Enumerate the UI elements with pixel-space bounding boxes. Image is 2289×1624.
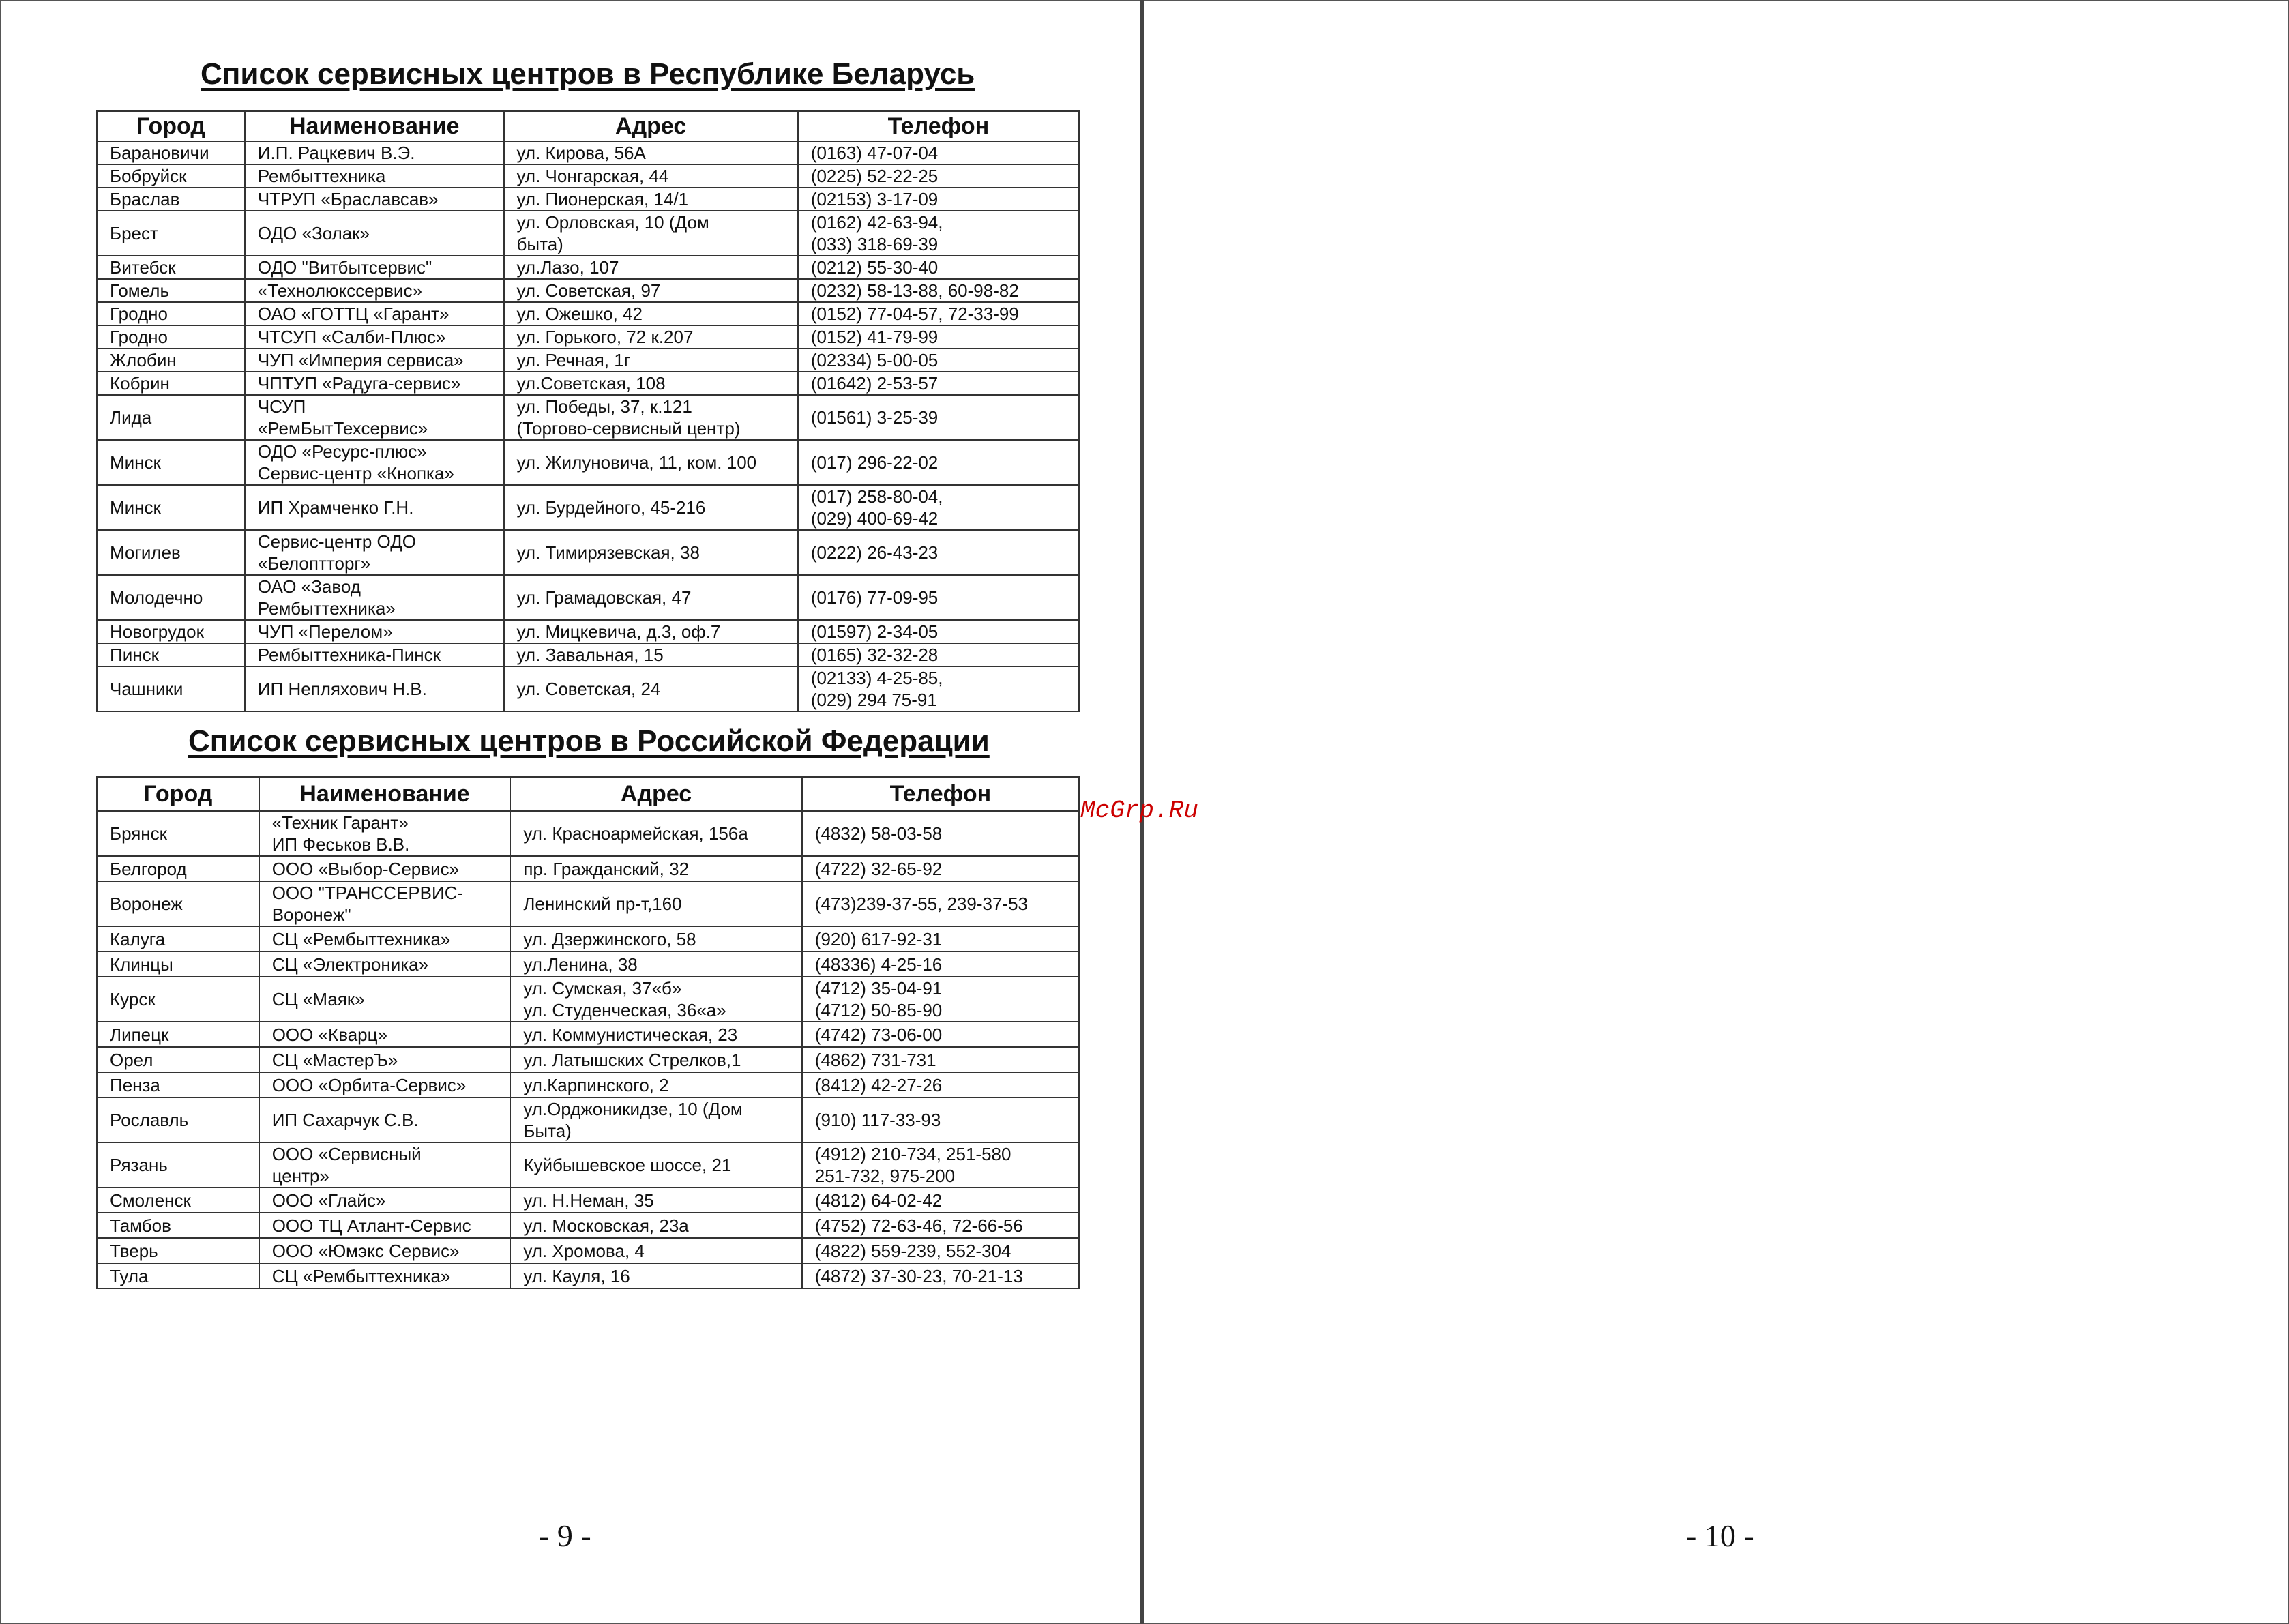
table-row xyxy=(97,620,1079,643)
cell-name: ЧУП «Перелом» xyxy=(245,620,504,643)
cell-phone: (920) 617-92-31 xyxy=(802,926,1079,951)
cell-name: ОДО "Витбытсервис" xyxy=(245,256,504,279)
table-row xyxy=(97,530,1079,575)
cell-address: ул. Бурдейного, 45-216 xyxy=(504,485,798,530)
cell-phone: (0165) 32-32-28 xyxy=(798,643,1079,666)
table-row xyxy=(97,1072,1079,1097)
cell-city: Пинск xyxy=(97,643,245,666)
cell-city: Молодечно xyxy=(97,575,245,620)
cell-address: ул. Пионерская, 14/1 xyxy=(504,188,798,211)
table-row xyxy=(97,1047,1079,1072)
page-number-right: - 10 - xyxy=(1686,1518,1754,1553)
cell-city: Курск xyxy=(97,977,259,1022)
cell-phone: (4722) 32-65-92 xyxy=(802,856,1079,881)
cell-address: ул. Мицкевича, д.3, оф.7 xyxy=(504,620,798,643)
cell-phone: (4822) 559-239, 552-304 xyxy=(802,1238,1079,1263)
table-row xyxy=(97,440,1079,485)
cell-address: ул.Ленина, 38 xyxy=(510,951,801,977)
cell-phone: (017) 296-22-02 xyxy=(798,440,1079,485)
cell-phone: (01642) 2-53-57 xyxy=(798,372,1079,395)
cell-address: ул.Карпинского, 2 xyxy=(510,1072,801,1097)
cell-city: Могилев xyxy=(97,530,245,575)
cell-address: Куйбышевское шоссе, 21 xyxy=(510,1142,801,1187)
belarus-service-table xyxy=(96,110,1080,712)
table-row xyxy=(97,977,1079,1022)
table-row xyxy=(97,1142,1079,1187)
cell-city: Брянск xyxy=(97,811,259,856)
cell-address: ул. Сумская, 37«б» ул. Студенческая, 36«а» xyxy=(510,977,801,1022)
cell-city: Рославль xyxy=(97,1097,259,1142)
table-row xyxy=(97,1263,1079,1288)
cell-city: Тула xyxy=(97,1263,259,1288)
cell-address: ул. Хромова, 4 xyxy=(510,1238,801,1263)
table-row xyxy=(97,1097,1079,1142)
cell-address: ул. Тимирязевская, 38 xyxy=(504,530,798,575)
table-row xyxy=(97,926,1079,951)
cell-phone: (473)239-37-55, 239-37-53 xyxy=(802,881,1079,926)
cell-address: ул. Советская, 97 xyxy=(504,279,798,302)
table-row xyxy=(97,1187,1079,1213)
header-phone: Телефон xyxy=(802,777,1079,811)
cell-city: Барановичи xyxy=(97,141,245,164)
right-page xyxy=(1143,0,2289,1624)
cell-phone: (910) 117-33-93 xyxy=(802,1097,1079,1142)
cell-city: Витебск xyxy=(97,256,245,279)
cell-name: ОАО «Завод Рембыттехника» xyxy=(245,575,504,620)
table-row xyxy=(97,1238,1079,1263)
cell-name: ЧСУП «РемБытТехсервис» xyxy=(245,395,504,440)
cell-address: ул.Орджоникидзе, 10 (Дом Быта) xyxy=(510,1097,801,1142)
table-header-row xyxy=(97,777,1079,811)
table-row xyxy=(97,188,1079,211)
cell-name: Рембыттехника-Пинск xyxy=(245,643,504,666)
header-address: Адрес xyxy=(510,777,801,811)
cell-address: ул. Кауля, 16 xyxy=(510,1263,801,1288)
cell-address: ул. Красноармейская, 156а xyxy=(510,811,801,856)
cell-address: ул. Ожешко, 42 xyxy=(504,302,798,325)
cell-address: ул. Горького, 72 к.207 xyxy=(504,325,798,349)
cell-address: Ленинский пр-т,160 xyxy=(510,881,801,926)
cell-address: ул. Московская, 23а xyxy=(510,1213,801,1238)
header-name: Наименование xyxy=(245,111,504,141)
table-row xyxy=(97,666,1079,711)
cell-city: Лида xyxy=(97,395,245,440)
cell-phone: (4742) 73-06-00 xyxy=(802,1022,1079,1047)
cell-phone: (4912) 210-734, 251-580 251-732, 975-200 xyxy=(802,1142,1079,1187)
cell-phone: (4812) 64-02-42 xyxy=(802,1187,1079,1213)
cell-city: Новогрудок xyxy=(97,620,245,643)
cell-name: ООО "ТРАНССЕРВИС- Воронеж" xyxy=(259,881,511,926)
cell-address: ул. Латышских Стрелков,1 xyxy=(510,1047,801,1072)
cell-address: ул. Советская, 24 xyxy=(504,666,798,711)
cell-name: ООО «Глайс» xyxy=(259,1187,511,1213)
cell-name: ЧТРУП «Браславсав» xyxy=(245,188,504,211)
cell-name: Рембыттехника xyxy=(245,164,504,188)
table-row xyxy=(97,141,1079,164)
cell-name: ООО «Кварц» xyxy=(259,1022,511,1047)
cell-phone: (48336) 4-25-16 xyxy=(802,951,1079,977)
table-row xyxy=(97,856,1079,881)
cell-city: Пенза xyxy=(97,1072,259,1097)
header-phone: Телефон xyxy=(798,111,1079,141)
cell-phone: (02133) 4-25-85, (029) 294 75-91 xyxy=(798,666,1079,711)
header-city: Город xyxy=(97,777,259,811)
cell-phone: (017) 258-80-04, (029) 400-69-42 xyxy=(798,485,1079,530)
table-row xyxy=(97,325,1079,349)
russia-service-table xyxy=(96,776,1080,1289)
cell-name: ИП Непляхович Н.В. xyxy=(245,666,504,711)
table-row xyxy=(97,211,1079,256)
cell-name: ЧТСУП «Салби-Плюс» xyxy=(245,325,504,349)
cell-name: ООО «Сервисный центр» xyxy=(259,1142,511,1187)
cell-city: Чашники xyxy=(97,666,245,711)
watermark-text: McGrp.Ru xyxy=(1080,797,1198,825)
cell-name: ООО ТЦ Атлант-Сервис xyxy=(259,1213,511,1238)
cell-phone: (4832) 58-03-58 xyxy=(802,811,1079,856)
cell-address: ул. Дзержинского, 58 xyxy=(510,926,801,951)
cell-city: Браслав xyxy=(97,188,245,211)
cell-city: Воронеж xyxy=(97,881,259,926)
cell-phone: (0152) 41-79-99 xyxy=(798,325,1079,349)
cell-city: Клинцы xyxy=(97,951,259,977)
cell-name: ООО «Выбор-Сервис» xyxy=(259,856,511,881)
cell-name: СЦ «МастерЪ» xyxy=(259,1047,511,1072)
cell-city: Кобрин xyxy=(97,372,245,395)
cell-name: «Техник Гарант» ИП Феськов В.В. xyxy=(259,811,511,856)
cell-name: ИП Храмченко Г.Н. xyxy=(245,485,504,530)
cell-address: ул.Советская, 108 xyxy=(504,372,798,395)
table-row xyxy=(97,575,1079,620)
cell-phone: (01561) 3-25-39 xyxy=(798,395,1079,440)
cell-city: Минск xyxy=(97,440,245,485)
cell-city: Калуга xyxy=(97,926,259,951)
cell-city: Белгород xyxy=(97,856,259,881)
cell-name: СЦ «Рембыттехника» xyxy=(259,926,511,951)
cell-phone: (0212) 55-30-40 xyxy=(798,256,1079,279)
cell-city: Липецк xyxy=(97,1022,259,1047)
cell-name: И.П. Рацкевич В.Э. xyxy=(245,141,504,164)
table-header-row xyxy=(97,111,1079,141)
cell-phone: (4712) 35-04-91 (4712) 50-85-90 xyxy=(802,977,1079,1022)
table-row xyxy=(97,302,1079,325)
cell-phone: (0225) 52-22-25 xyxy=(798,164,1079,188)
header-city: Город xyxy=(97,111,245,141)
table-row xyxy=(97,372,1079,395)
cell-phone: (4872) 37-30-23, 70-21-13 xyxy=(802,1263,1079,1288)
table-row xyxy=(97,951,1079,977)
table-row xyxy=(97,256,1079,279)
cell-address: ул. Чонгарская, 44 xyxy=(504,164,798,188)
cell-city: Тверь xyxy=(97,1238,259,1263)
cell-name: ЧПТУП «Радуга-сервис» xyxy=(245,372,504,395)
cell-name: ОДО «Золак» xyxy=(245,211,504,256)
cell-address: ул. Орловская, 10 (Дом быта) xyxy=(504,211,798,256)
cell-name: ЧУП «Империя сервиса» xyxy=(245,349,504,372)
cell-name: «Технолюкссервис» xyxy=(245,279,504,302)
cell-phone: (0162) 42-63-94, (033) 318-69-39 xyxy=(798,211,1079,256)
cell-city: Жлобин xyxy=(97,349,245,372)
table-row xyxy=(97,811,1079,856)
cell-phone: (0152) 77-04-57, 72-33-99 xyxy=(798,302,1079,325)
cell-city: Тамбов xyxy=(97,1213,259,1238)
table-row xyxy=(97,1022,1079,1047)
cell-phone: (4862) 731-731 xyxy=(802,1047,1079,1072)
table-row xyxy=(97,485,1079,530)
cell-name: ИП Сахарчук С.В. xyxy=(259,1097,511,1142)
cell-city: Минск xyxy=(97,485,245,530)
cell-address: пр. Гражданский, 32 xyxy=(510,856,801,881)
cell-phone: (02153) 3-17-09 xyxy=(798,188,1079,211)
cell-city: Бобруйск xyxy=(97,164,245,188)
header-address: Адрес xyxy=(504,111,798,141)
cell-name: СЦ «Маяк» xyxy=(259,977,511,1022)
cell-address: ул. Коммунистическая, 23 xyxy=(510,1022,801,1047)
cell-phone: (4752) 72-63-46, 72-66-56 xyxy=(802,1213,1079,1238)
cell-phone: (0222) 26-43-23 xyxy=(798,530,1079,575)
belarus-title: Список сервисных центров в Республике Беларусь xyxy=(201,57,975,91)
cell-city: Орел xyxy=(97,1047,259,1072)
cell-address: ул. Грамадовская, 47 xyxy=(504,575,798,620)
table-row xyxy=(97,1213,1079,1238)
cell-address: ул. Победы, 37, к.121 (Торгово-сервисный центр) xyxy=(504,395,798,440)
table-row xyxy=(97,279,1079,302)
cell-name: ООО «Юмэкс Сервис» xyxy=(259,1238,511,1263)
cell-city: Смоленск xyxy=(97,1187,259,1213)
cell-name: ООО «Орбита-Сервис» xyxy=(259,1072,511,1097)
table-row xyxy=(97,349,1079,372)
table-row xyxy=(97,164,1079,188)
cell-phone: (0176) 77-09-95 xyxy=(798,575,1079,620)
page-number-left: - 9 - xyxy=(539,1518,591,1553)
cell-name: СЦ «Рембыттехника» xyxy=(259,1263,511,1288)
cell-city: Гомель xyxy=(97,279,245,302)
table-row xyxy=(97,643,1079,666)
cell-address: ул.Лазо, 107 xyxy=(504,256,798,279)
cell-phone: (0163) 47-07-04 xyxy=(798,141,1079,164)
cell-address: ул. Жилуновича, 11, ком. 100 xyxy=(504,440,798,485)
cell-phone: (02334) 5-00-05 xyxy=(798,349,1079,372)
cell-city: Гродно xyxy=(97,302,245,325)
cell-address: ул. Речная, 1г xyxy=(504,349,798,372)
cell-name: ОАО «ГОТТЦ «Гарант» xyxy=(245,302,504,325)
cell-phone: (8412) 42-27-26 xyxy=(802,1072,1079,1097)
header-name: Наименование xyxy=(259,777,511,811)
cell-name: Сервис-центр ОДО «Белоптторг» xyxy=(245,530,504,575)
cell-name: СЦ «Электроника» xyxy=(259,951,511,977)
cell-phone: (01597) 2-34-05 xyxy=(798,620,1079,643)
table-row xyxy=(97,395,1079,440)
table-row xyxy=(97,881,1079,926)
cell-city: Гродно xyxy=(97,325,245,349)
cell-phone: (0232) 58-13-88, 60-98-82 xyxy=(798,279,1079,302)
cell-city: Рязань xyxy=(97,1142,259,1187)
cell-address: ул. Кирова, 56А xyxy=(504,141,798,164)
cell-city: Брест xyxy=(97,211,245,256)
russia-title: Список сервисных центров в Российской Федерации xyxy=(188,724,990,758)
cell-address: ул. Завальная, 15 xyxy=(504,643,798,666)
cell-address: ул. Н.Неман, 35 xyxy=(510,1187,801,1213)
cell-name: ОДО «Ресурс-плюс» Сервис-центр «Кнопка» xyxy=(245,440,504,485)
